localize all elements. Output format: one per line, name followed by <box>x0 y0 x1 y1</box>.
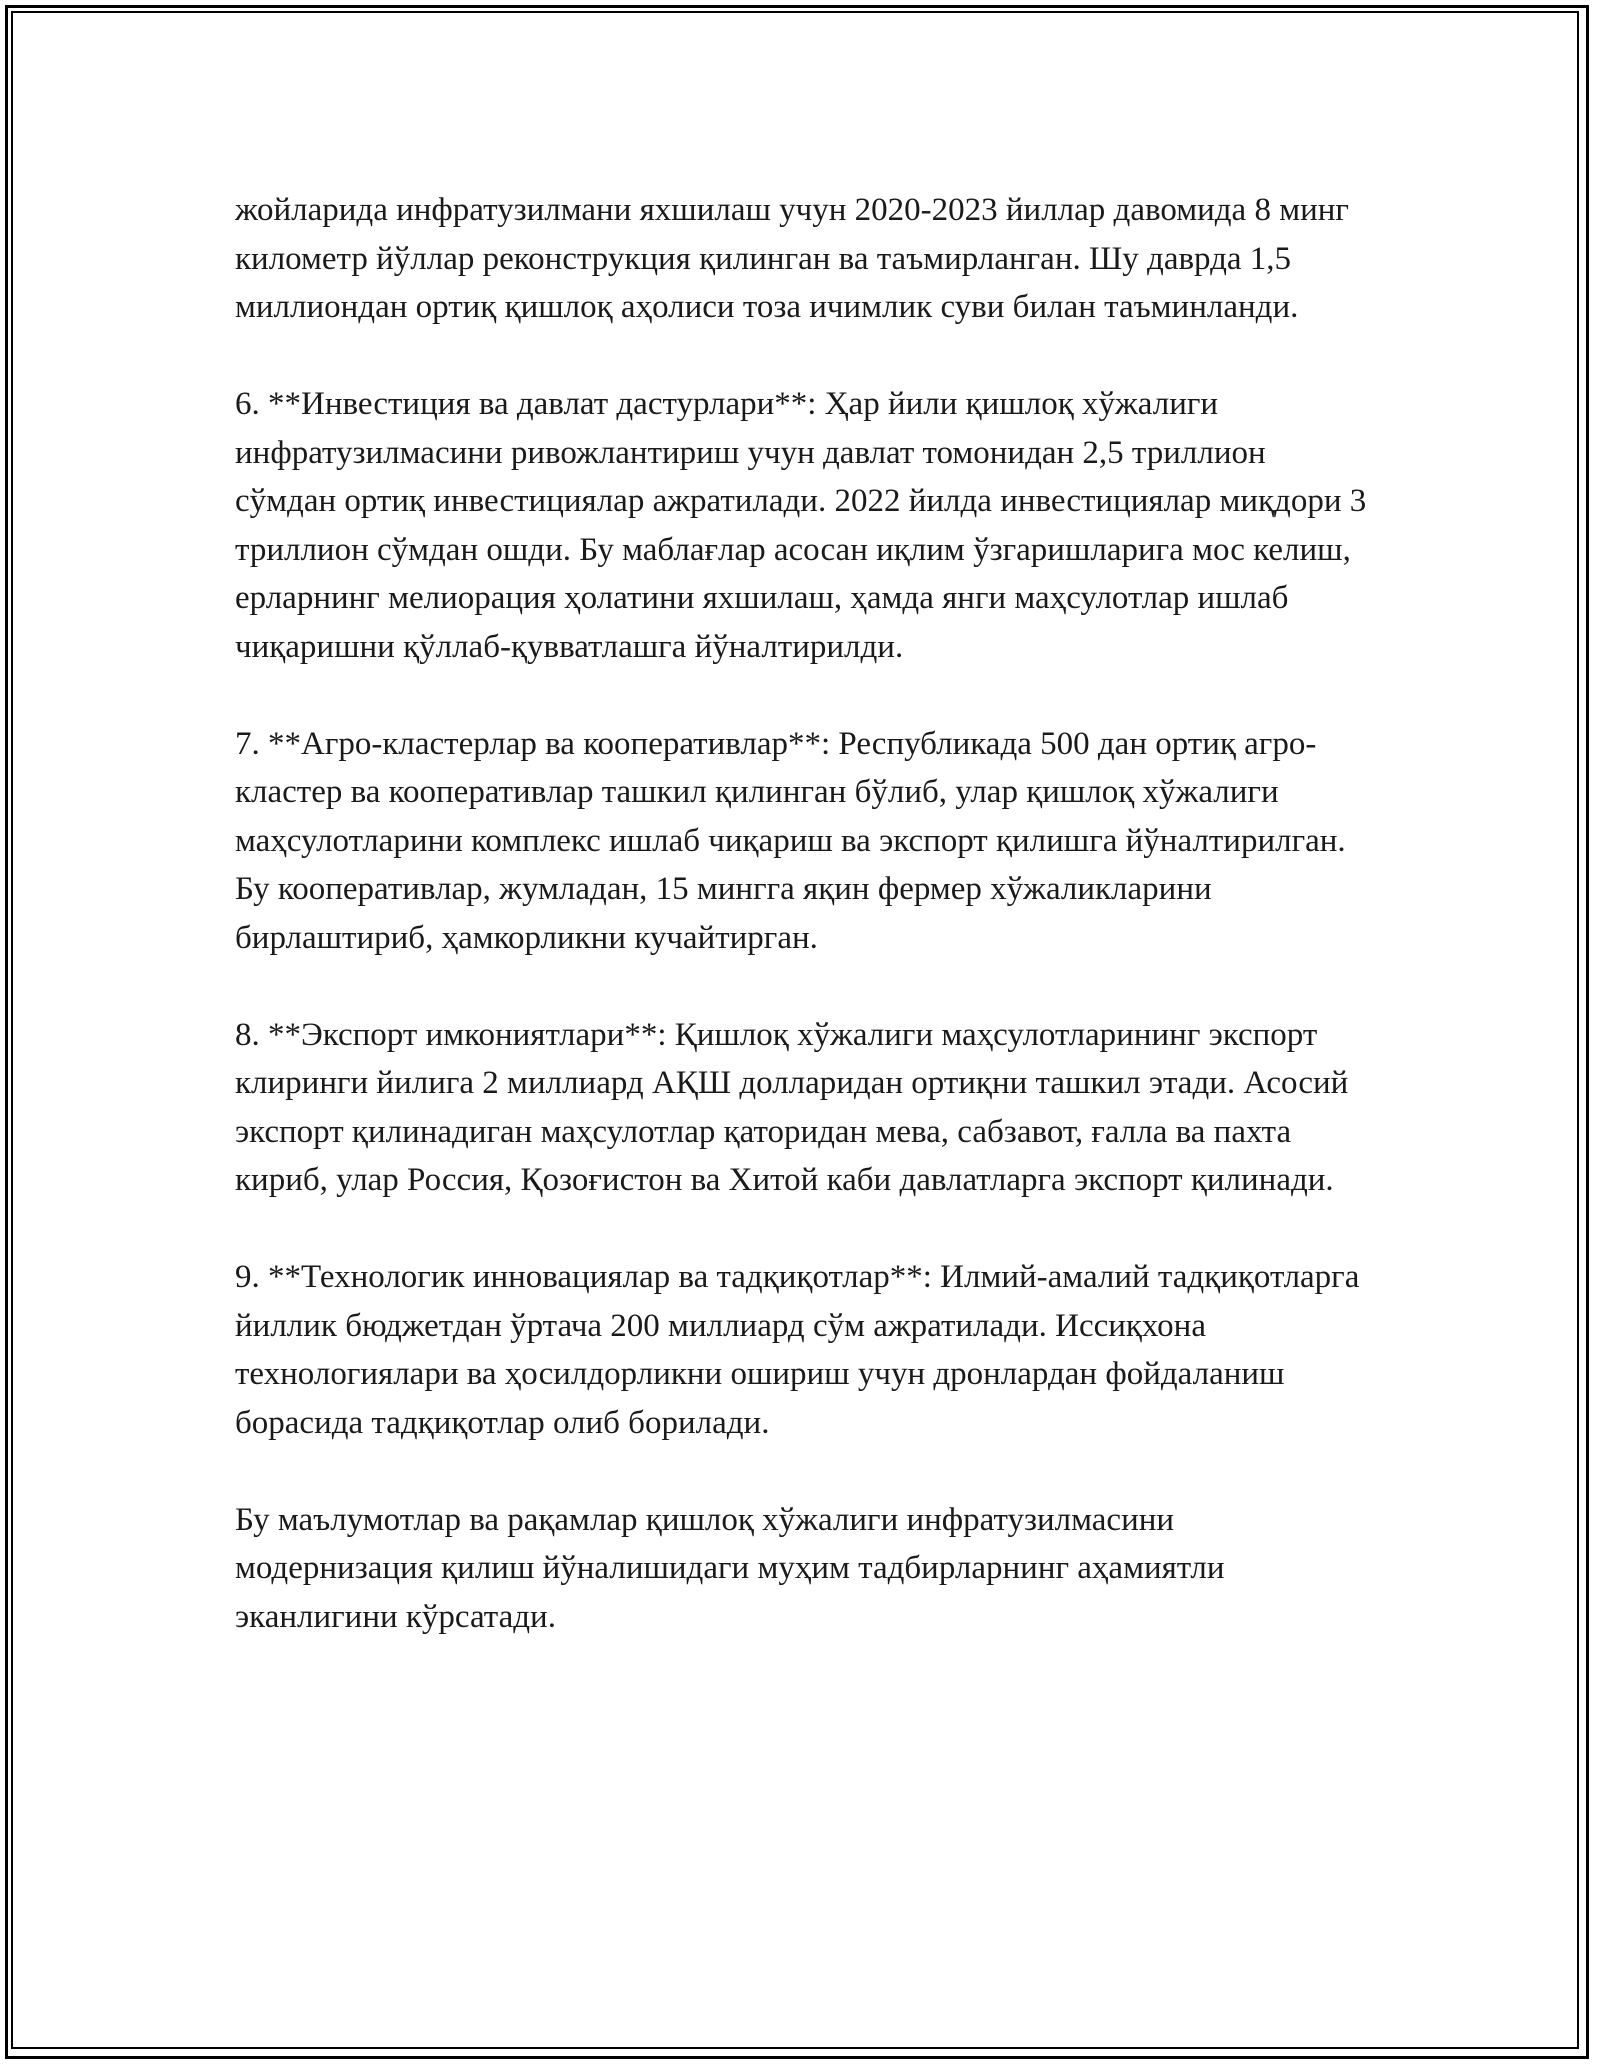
document-body <box>235 186 1375 1641</box>
paragraph-conclusion: Бу маълумотлар ва рақамлар қишлоқ хўжалиги инфратузилмасини модернизация қилиш йўналишидаги муҳим тадбирларнинг аҳамиятли эканлигини кўрсатади. <box>235 1501 1225 1635</box>
paragraph-intro-continuation: жойларида инфратузилмани яхшилаш учун 2020-2023 йиллар давомида 8 минг километр йўллар реконструкция қилинган ва таъмирланган. Шу даврда 1,5 миллиондан ортиқ қишлоқ аҳолиси тоза ичимлик суви билан таъминланди. <box>235 192 1349 325</box>
paragraph-export: 8. **Экспорт имкониятлари**: Қишлоқ хўжалиги маҳсулотларининг экспорт клиринги йилига 2 миллиард АҚШ долларидан ортиқни ташкил этади. Асосий экспорт қилинадиган маҳсулотлар қаторидан мева, сабзавот, ғалла ва пахта кириб, улар Россия, Қозоғистон ва Хитой каби давлатларга экспорт қилинади. <box>235 1016 1349 1198</box>
paragraph-agro-clusters: 7. **Агро-кластерлар ва кооперативлар**: Республикада 500 дан ортиқ агро-кластер ва кооперативлар ташкил қилинган бўлиб, улар қишлоқ хўжалиги маҳсулотларини комплекс ишлаб чиқариш ва экспорт қилишга йўналтирилган. Бу кооперативлар, жумладан, 15 мингга яқин фермер хўжаликларини бирлаштириб, ҳамкорликни кучайтирган. <box>235 725 1346 956</box>
paragraph-technology: 9. **Технологик инновациялар ва тадқиқотлар**: Илмий-амалий тадқиқотларга йиллик бюджетдан ўртача 200 миллиард сўм ажратилади. Иссиқхона технологиялари ва ҳосилдорликни ошириш учун дронлардан фойдаланиш борасида тадқиқотлар олиб борилади. <box>235 1259 1360 1441</box>
paragraph-investment: 6. **Инвестиция ва давлат дастурлари**: Ҳар йили қишлоқ хўжалиги инфратузилмасини ривожлантириш учун давлат томонидан 2,5 триллион сўмдан ортиқ инвестициялар ажратилади. 2022 йилда инвестициялар миқдори 3 триллион сўмдан ошди. Бу маблағлар асосан иқлим ўзгаришларига мос келиш, ерларнинг мелиорация ҳолатини яхшилаш, ҳамда янги маҳсулотлар ишлаб чиқаришни қўллаб-қувватлашга йўналтирилди. <box>235 386 1367 665</box>
